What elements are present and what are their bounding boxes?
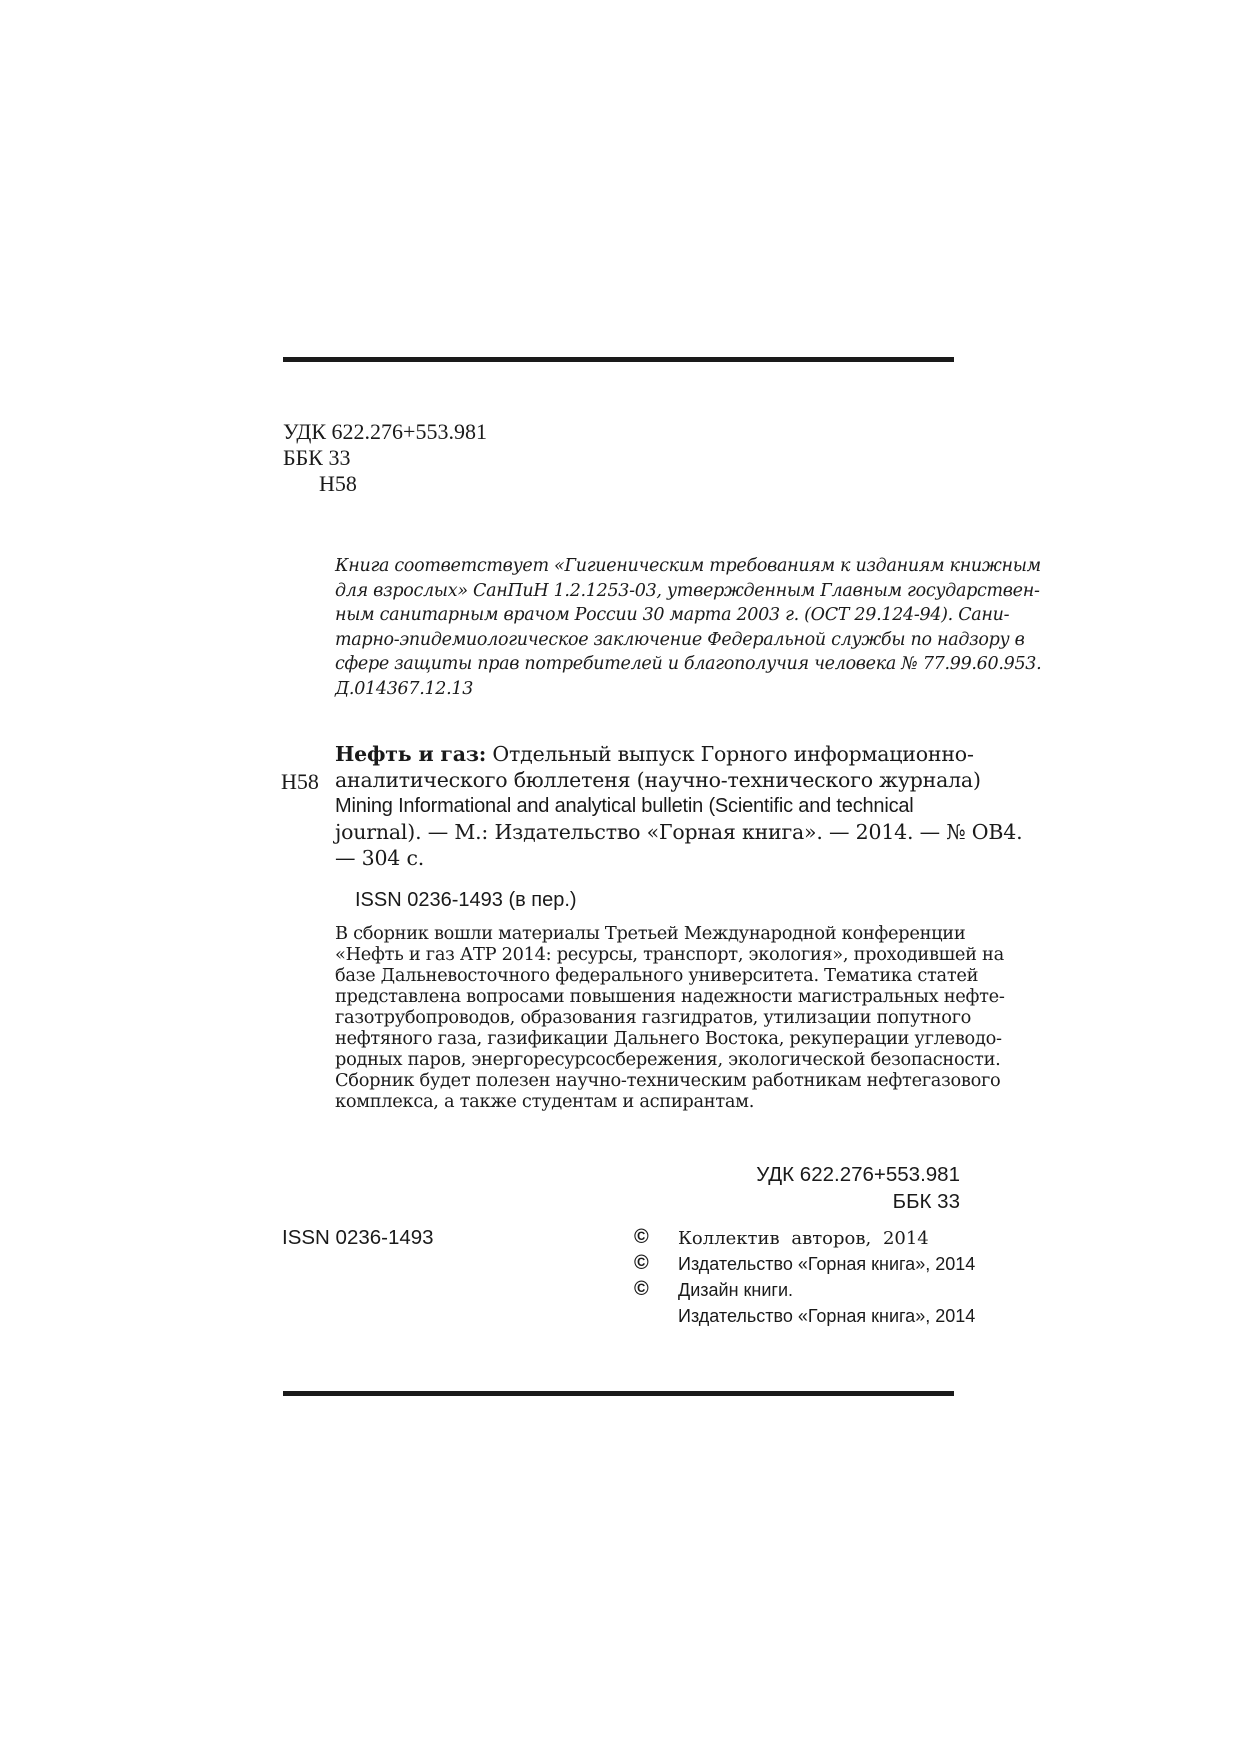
udk-code: УДК 622.276+553.981 xyxy=(283,419,487,444)
annotation-line: Сборник будет полезен научно-техническим работникам нефтегазового xyxy=(335,1070,1001,1091)
annotation-line: В сборник вошли материалы Третьей Международной конференции xyxy=(335,923,966,944)
copyright-design-publisher: Издательство «Горная книга», 2014 xyxy=(678,1306,976,1326)
annotation-line: базе Дальневосточного федерального университета. Тематика статей xyxy=(335,965,979,986)
copyright-publisher-text: Издательство «Горная книга», 2014 xyxy=(678,1254,976,1274)
biblio-line: аналитического бюллетеня (научно-технического журнала) xyxy=(335,768,981,792)
copyright-icon: © xyxy=(634,1226,649,1248)
biblio-line xyxy=(335,741,975,767)
biblio-author-mark: Н58 xyxy=(281,769,319,794)
copyright-authors-text: Коллектив авторов, 2014 xyxy=(678,1228,929,1249)
bbk-code: ББК 33 xyxy=(283,445,351,470)
copyright-design-text: Дизайн книги. xyxy=(678,1280,793,1300)
notice-line: тарно-эпидемиологическое заключение Федеральной службы по надзору в xyxy=(335,629,1025,650)
notice-line: ным санитарным врачом России 30 марта 2003 г. (ОСТ 29.124-94). Сани- xyxy=(335,605,1010,625)
biblio-line: Mining Informational and analytical bulletin (Scientific and technical xyxy=(335,795,914,817)
annotation-line: родных паров, энергоресурсосбережения, экологической безопасности. xyxy=(335,1049,1001,1070)
issn-binding: ISSN 0236-1493 (в пер.) xyxy=(355,889,577,911)
biblio-line: — 304 с. xyxy=(335,846,425,870)
notice-line: Д.014367.12.13 xyxy=(335,678,474,699)
hygiene-notice xyxy=(335,554,1042,701)
top-rule xyxy=(283,357,954,362)
annotation-line: представлена вопросами повышения надежности магистральных нефте- xyxy=(335,986,1005,1007)
copyright-icon: © xyxy=(634,1252,649,1274)
book-title: Нефть и газ: xyxy=(335,742,487,766)
biblio-subtitle: Отдельный выпуск Горного информационно- xyxy=(486,742,974,766)
annotation-line: «Нефть и газ АТР 2014: ресурсы, транспорт, экология», проходившей на xyxy=(335,944,1004,965)
notice-line: сфере защиты прав потребителей и благополучия человека № 77.99.60.953. xyxy=(335,654,1042,674)
footer-issn: ISSN 0236-1493 xyxy=(282,1226,434,1249)
annotation xyxy=(335,923,1005,1112)
author-mark: Н58 xyxy=(319,471,357,496)
annotation-line: газотрубопроводов, образования газгидратов, утилизации попутного xyxy=(335,1007,972,1028)
footer-bbk: ББК 33 xyxy=(892,1190,960,1213)
annotation-line: комплекса, а также студентам и аспирантам. xyxy=(335,1091,755,1112)
annotation-line: нефтяного газа, газификации Дальнего Востока, рекуперации углеводо- xyxy=(335,1028,1002,1049)
bottom-rule xyxy=(283,1391,954,1396)
notice-line: Книга соответствует «Гигиеническим требованиям к изданиям книжным xyxy=(335,556,1041,576)
classification-codes xyxy=(283,419,487,497)
footer-classification xyxy=(756,1161,960,1215)
notice-line: для взрослых» СанПиН 1.2.1253-03, утвержденным Главным государствен- xyxy=(335,580,1040,601)
footer-udk: УДК 622.276+553.981 xyxy=(756,1163,960,1186)
biblio-line: journal). — М.: Издательство «Горная книга». — 2014. — № ОВ4. xyxy=(335,820,1023,844)
bibliographic-description xyxy=(335,741,1023,871)
copyright-icon: © xyxy=(634,1278,649,1300)
